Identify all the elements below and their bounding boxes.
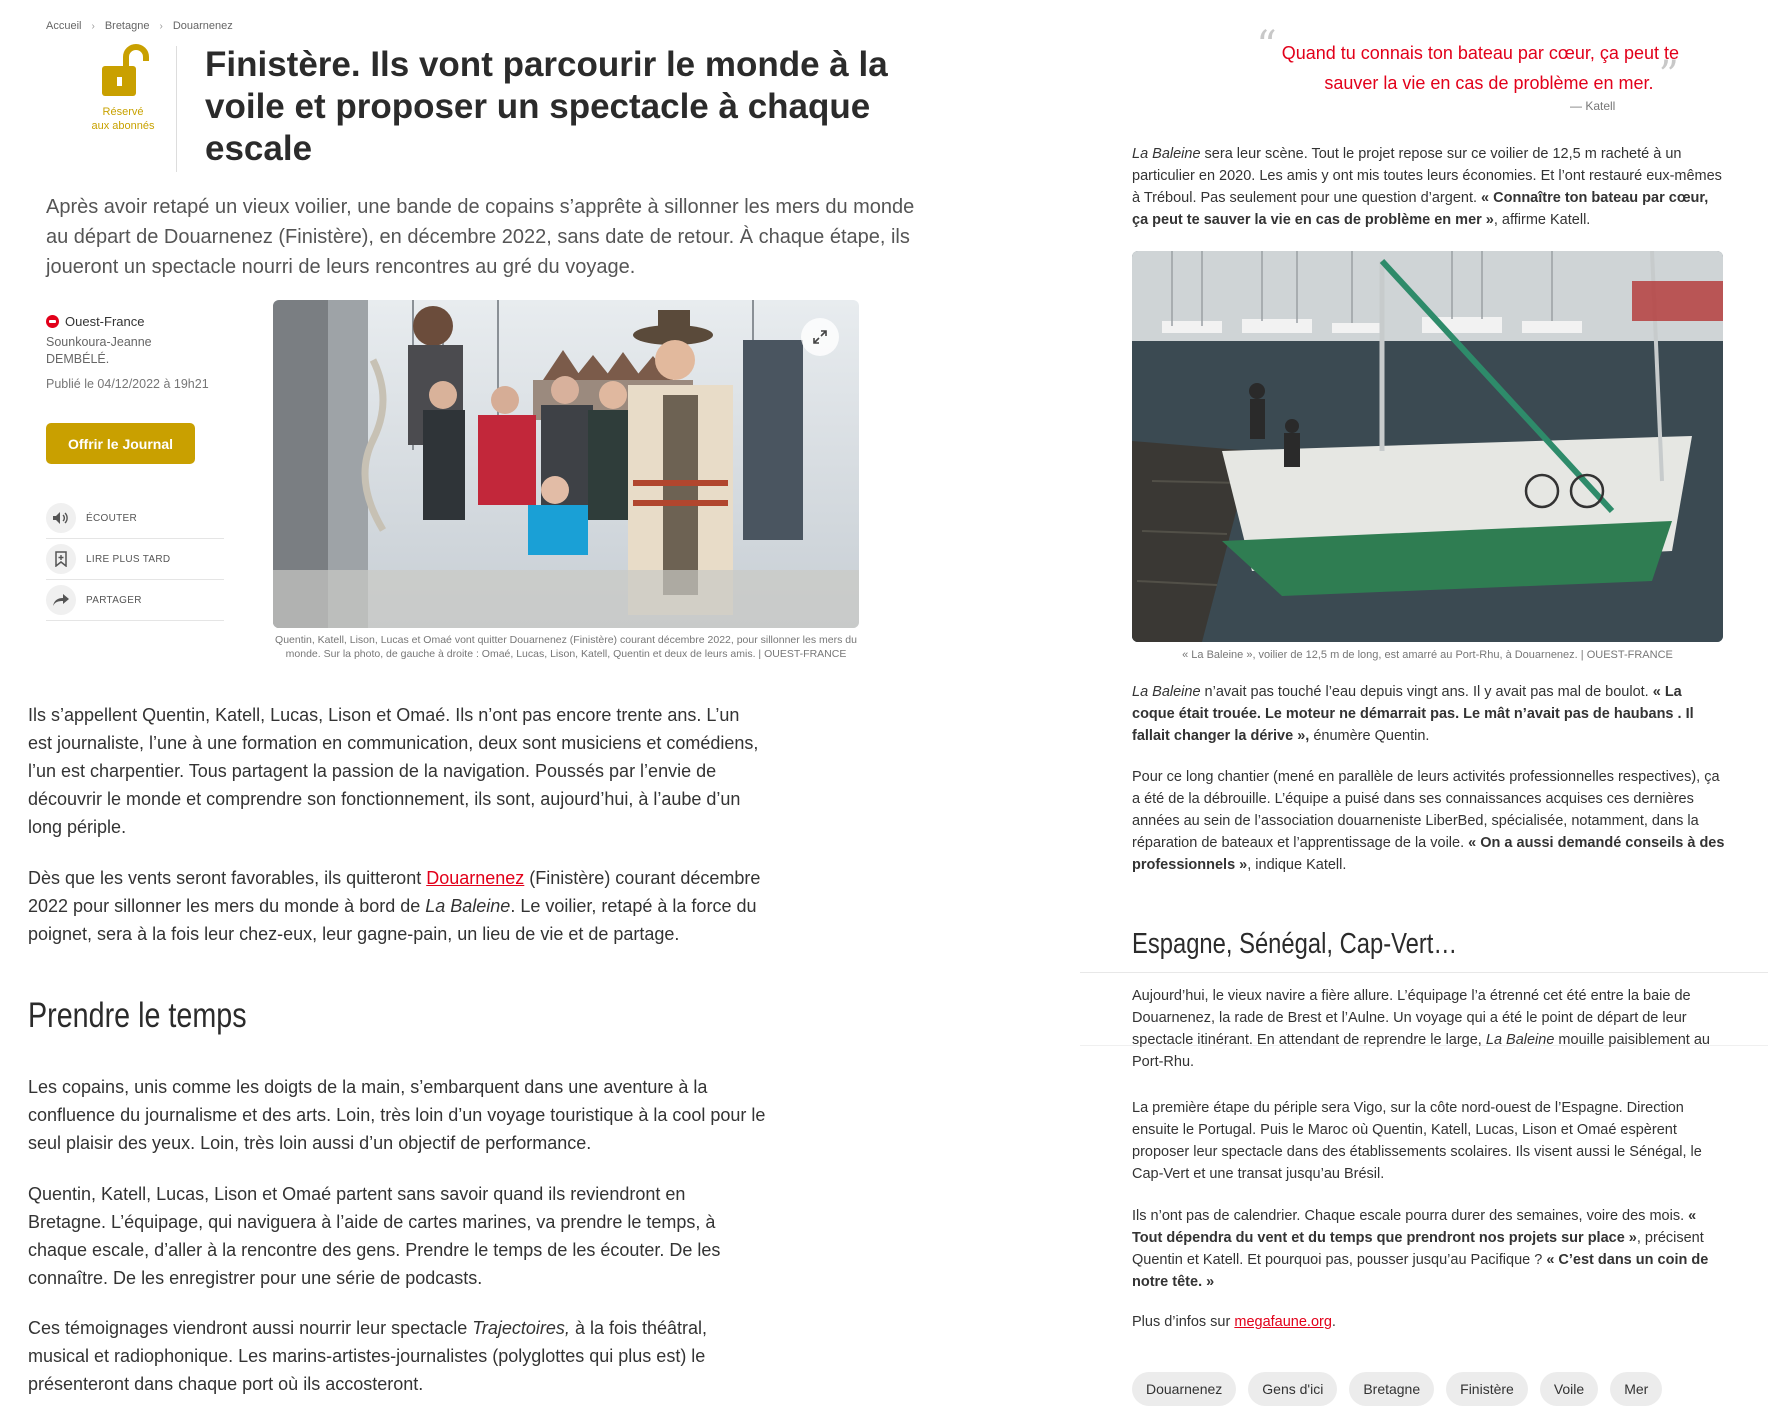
source-name: Ouest-France xyxy=(65,314,145,329)
boat-name: La Baleine xyxy=(1485,1032,1555,1048)
text: . Le voilier, retapé à la force du poignet, sera à la fois leur chez-eux, leur gagne-pain, un lieu de vie et de partage. xyxy=(28,896,757,944)
share-button[interactable] xyxy=(46,580,224,621)
text: , indique Katell. xyxy=(1247,857,1347,873)
section-heading: Espagne, Sénégal, Cap-Vert… xyxy=(1132,928,1458,960)
quote-inline: « Tout dépendra du vent et du temps que prendront nos projets sur place » xyxy=(1132,1208,1697,1246)
photo-caption: Quentin, Katell, Lison, Lucas et Omaé vont quitter Douarnenez (Finistère) courant décembre 2022, pour sillonner les mers du monde. Sur la photo, de gauche à droite : Omaé, Lucas, Lison, Katell, Quentin et deux de leurs amis. | OUEST-FRANCE xyxy=(275,634,857,660)
action-label: LIRE PLUS TARD xyxy=(86,553,171,565)
article-lead: Après avoir retapé un vieux voilier, une bande de copains s’apprête à sillonner les mers du monde au départ de Douarnenez (Finistère), en décembre 2022, sans date de retour. À chaque étape, ils joueront un spectacle nourri de leurs rencontres au gré du voyage. xyxy=(46,196,915,278)
breadcrumb-item-home[interactable]: Accueil xyxy=(46,20,82,32)
paragraph: Ils s’appellent Quentin, Katell, Lucas, Lison et Omaé. Ils n’ont pas encore trente ans. L’un est journaliste, l’une à une formation en communication, deux sont musiciens et comédiens, l’un est charpentier. Tous partagent la passion de la navigation. Poussés par l’envie de découvrir le monde et comprendre son fonctionnement, ils sont, aujourd’hui, à l’aube d’un long périple. xyxy=(28,705,759,837)
text: sera leur scène. Tout le projet repose sur ce voilier de 12,5 m racheté à un particulier en 2020. Les amis y ont mis toutes leurs économies. Et l’ont restauré eux-mêmes à Tréboul. Pas seulement pour une question d’argent. xyxy=(1132,146,1722,206)
action-label: ÉCOUTER xyxy=(86,512,137,524)
text: n’avait pas touché l’eau depuis vingt ans. Il y avait pas mal de boulot. xyxy=(1200,684,1653,700)
boat-photo-image xyxy=(1132,251,1723,642)
source xyxy=(46,314,144,329)
premium-badge xyxy=(68,44,178,133)
tag-bretagne[interactable]: Bretagne xyxy=(1349,1372,1434,1406)
crew-photo[interactable] xyxy=(273,300,859,628)
open-quote-icon: “ xyxy=(1256,23,1277,69)
text: Aujourd’hui, le vieux navire a fière allure. L’équipage l’a étrenné cet été entre la baie de Douarnenez, la rade de Brest et l’Aulne. Un voyage qui a été le point de départ de leur spectacle itinérant. En attendant de reprendre le large, xyxy=(1132,988,1691,1048)
paragraph xyxy=(1132,766,1728,876)
text: Ces témoignages viendront aussi nourrir leur spectacle xyxy=(28,1318,473,1338)
megafaune-link[interactable]: megafaune.org xyxy=(1234,1314,1332,1330)
tag-douarnenez[interactable]: Douarnenez xyxy=(1132,1372,1236,1406)
boat-name: La Baleine xyxy=(1132,146,1201,162)
unlock-icon xyxy=(96,44,150,100)
tag-gens-d-ici[interactable]: Gens d'ici xyxy=(1248,1372,1337,1406)
action-label: PARTAGER xyxy=(86,594,142,606)
text: , précisent Quentin et Katell. Et pourquoi pas, pousser jusqu’au Pacifique ? xyxy=(1132,1230,1704,1268)
douarnenez-link[interactable]: Douarnenez xyxy=(426,868,525,888)
publish-date: Publié le 04/12/2022 à 19h21 xyxy=(46,377,209,391)
boat-photo[interactable] xyxy=(1132,251,1723,642)
breadcrumb-item-city[interactable]: Douarnenez xyxy=(172,20,233,32)
divider xyxy=(176,46,177,172)
chevron-right-icon: › xyxy=(91,20,95,32)
quote-inline: « Connaître ton bateau par cœur, ça peut te sauver la vie en cas de problème en mer » xyxy=(1132,190,1709,228)
photo-caption: « La Baleine », voilier de 12,5 m de long, est amarré au Port-Rhu, à Douarnenez. | OUEST-FRANCE xyxy=(1182,649,1673,661)
expand-icon xyxy=(812,329,828,345)
tag-voile[interactable]: Voile xyxy=(1540,1372,1598,1406)
text: Dès que les vents seront favorables, ils quitteront xyxy=(28,868,427,888)
crew-photo-image xyxy=(273,300,859,628)
boat-name: La Baleine xyxy=(1132,684,1201,700)
paragraph xyxy=(1132,681,1728,747)
read-later-button[interactable] xyxy=(46,539,224,580)
text: énumère Quentin. xyxy=(1309,728,1430,744)
article-actions xyxy=(46,498,224,621)
breadcrumb-item-region[interactable]: Bretagne xyxy=(104,20,150,32)
paragraph xyxy=(1132,1205,1728,1293)
boat-name: La Baleine xyxy=(425,896,511,916)
quote-text: Quand tu connais ton bateau par cœur, ça peut te sauver la vie en cas de problème en mer. xyxy=(1281,43,1679,93)
tag-mer[interactable]: Mer xyxy=(1610,1372,1662,1406)
text: Pour ce long chantier (mené en parallèle de leurs activités professionnelles respectives), ça a été de la débrouille. L’équipe a puisé dans ses connaissances acquises ces dernières années au sein de l’association douarneniste LiberBed, spécialisée, notamment, dans la réparation de bateaux et l’apprentissage de la voile. xyxy=(1132,769,1720,851)
text: mouille paisiblement au Port-Rhu. xyxy=(1132,1032,1710,1070)
paragraph xyxy=(1132,985,1728,1073)
premium-label-line2: aux abonnés xyxy=(91,120,155,132)
paragraph xyxy=(1132,143,1728,231)
section-heading: Prendre le temps xyxy=(28,996,247,1035)
author[interactable]: Sounkoura-Jeanne DEMBÉLÉ. xyxy=(46,335,152,366)
share-icon xyxy=(46,585,76,615)
listen-button[interactable] xyxy=(46,498,224,539)
paragraph xyxy=(28,1314,768,1398)
pull-quote xyxy=(1199,23,1679,99)
premium-label-line1: Réservé xyxy=(102,106,144,118)
close-quote-icon: ” xyxy=(1658,53,1679,99)
page-title: Finistère. Ils vont parcourir le monde à la voile et proposer un spectacle à chaque escale xyxy=(205,45,888,168)
text: . xyxy=(1331,1314,1336,1330)
offer-journal-button[interactable]: Offrir le Journal xyxy=(46,423,195,464)
paragraph xyxy=(28,864,768,948)
expand-image-button[interactable] xyxy=(801,318,839,356)
text: , affirme Katell. xyxy=(1493,212,1591,228)
quote-inline: « On a aussi demandé conseils à des professionnels » xyxy=(1132,835,1725,873)
breadcrumb xyxy=(46,20,233,32)
tag-finistere[interactable]: Finistère xyxy=(1446,1372,1528,1406)
quote-author: — Katell xyxy=(1570,99,1616,113)
text: à la fois théâtral, musical et radiophonique. Les marins-artistes-journalistes (polyglottes qui plus est) le présenteront dans chaque port où ils accosteront. xyxy=(28,1318,708,1394)
speaker-icon xyxy=(46,503,76,533)
paragraph xyxy=(1132,1311,1728,1333)
quote-inline: « La coque était trouée. Le moteur ne démarrait pas. Le mât n’avait pas de haubans . Il fallait changer la dérive », xyxy=(1132,684,1694,744)
text: (Finistère) courant décembre 2022 pour sillonner les mers du monde à bord de xyxy=(28,868,761,916)
bookmark-icon xyxy=(46,544,76,574)
ouest-france-logo-icon xyxy=(46,315,59,328)
paragraph: Les copains, unis comme les doigts de la main, s’embarquent dans une aventure à la confluence du journalisme et des arts. Loin, très loin d’un voyage touristique à la cool pour le seul plaisir des yeux. Loin, très loin aussi d’un objectif de performance. xyxy=(28,1077,766,1153)
quote-inline: « C’est dans un coin de notre tête. » xyxy=(1132,1252,1709,1290)
paragraph: La première étape du périple sera Vigo, sur la côte nord-ouest de l’Espagne. Direction ensuite le Portugal. Puis le Maroc où Quentin, Katell, Lucas, Lison et Omaé espèrent proposer leur spectacle dans des établissements scolaires. Ils visent aussi le Sénégal, le Cap-Vert et une transat jusqu’au Brésil. xyxy=(1132,1100,1702,1182)
chevron-right-icon: › xyxy=(159,20,163,32)
text: Ils n’ont pas de calendrier. Chaque escale pourra durer des semaines, voire des mois. xyxy=(1132,1208,1689,1224)
tag-list xyxy=(1132,1372,1662,1406)
text: Plus d’infos sur xyxy=(1132,1314,1235,1330)
show-name: Trajectoires, xyxy=(472,1318,570,1338)
paragraph: Quentin, Katell, Lucas, Lison et Omaé partent sans savoir quand ils reviendront en Bretagne. L’équipage, qui naviguera à l’aide de cartes marines, va prendre le temps, à chaque escale, d’aller à la rencontre des gens. Prendre le temps de les écouter. De les connaître. De les enregistrer pour une série de podcasts. xyxy=(28,1184,721,1288)
